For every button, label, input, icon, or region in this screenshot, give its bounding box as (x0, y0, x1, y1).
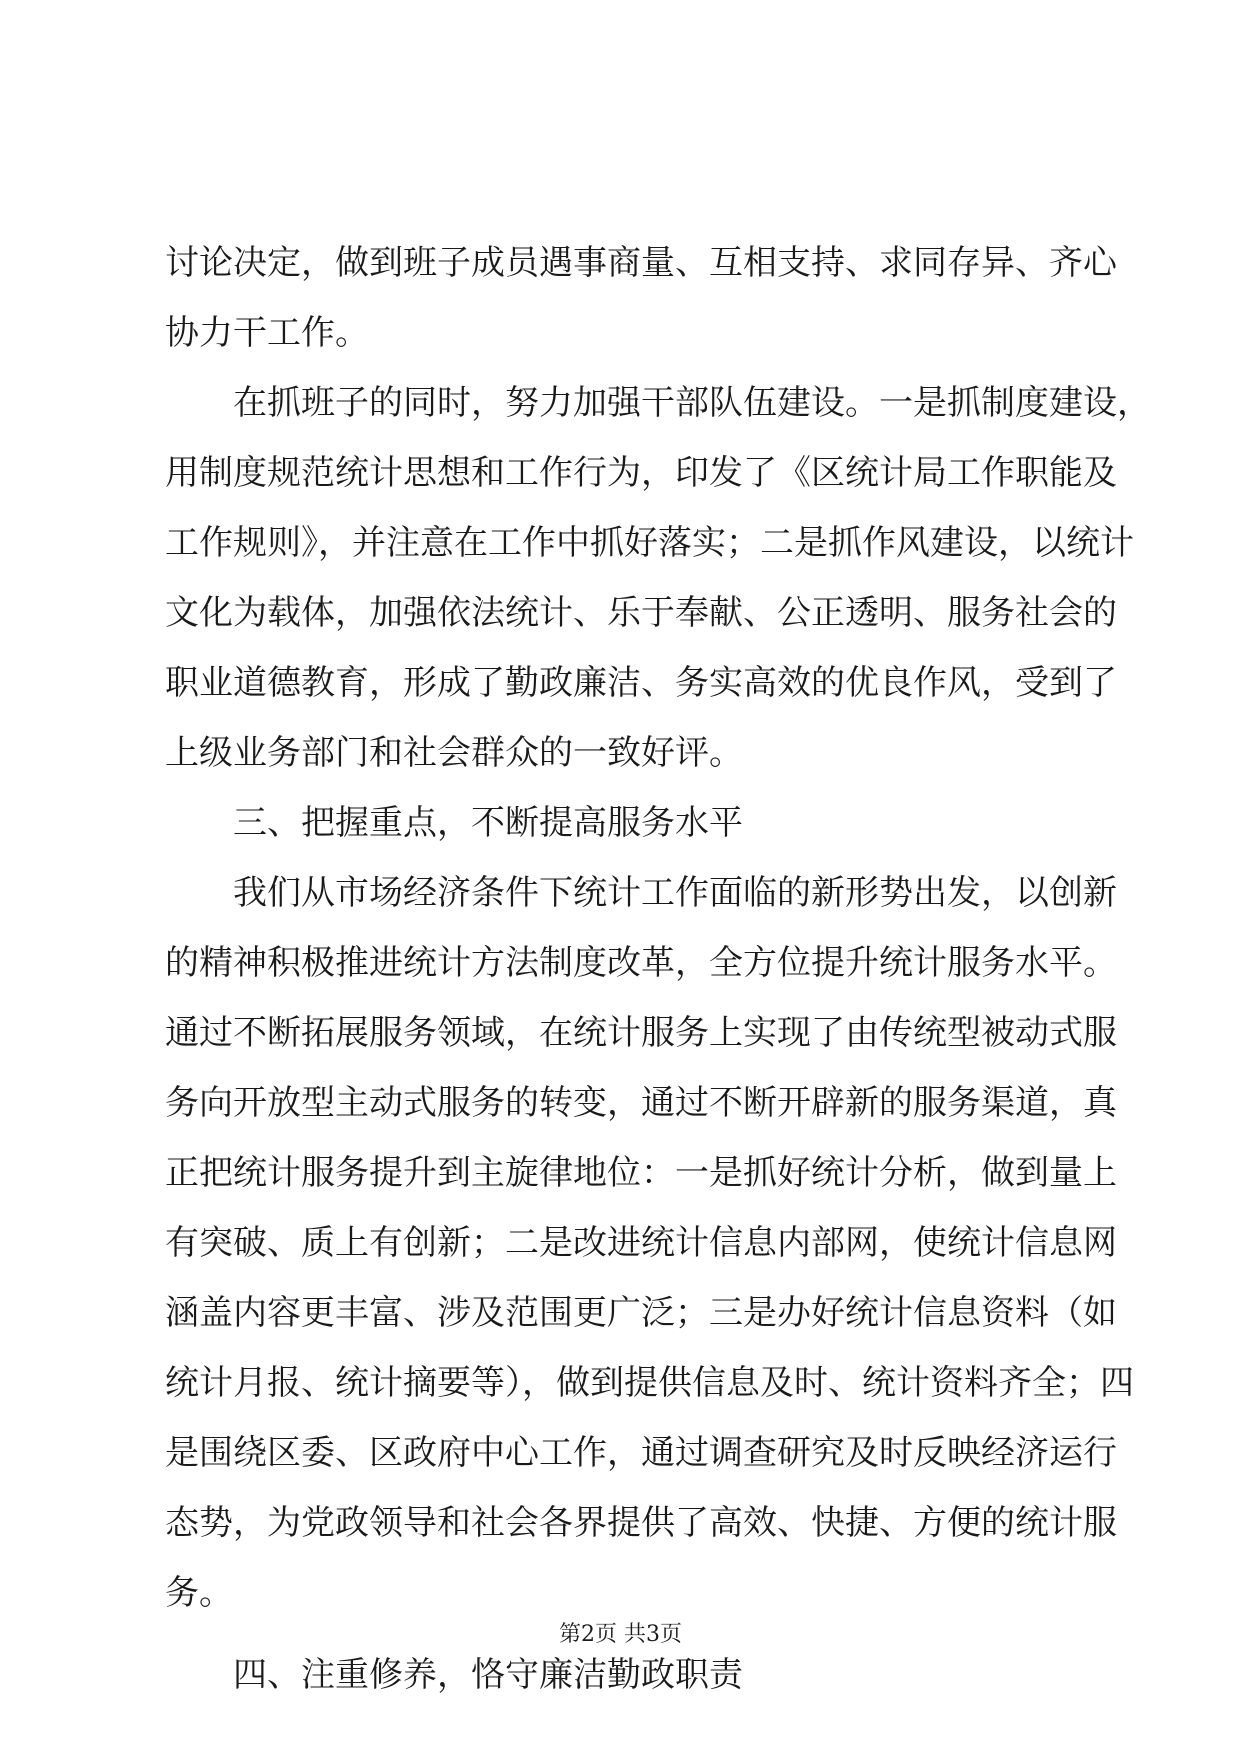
text-line: 在抓班子的同时，努力加强干部队伍建设。一是抓制度建设， (165, 383, 1151, 423)
text-line: 我们从市场经济条件下统计工作面临的新形势出发，以创新 (165, 873, 1117, 913)
text-line: 用制度规范统计思想和工作行为，印发了《区统计局工作职能及 (165, 453, 1117, 493)
text-line: 是围绕区委、区政府中心工作，通过调查研究及时反映经济运行 (165, 1433, 1117, 1473)
text-line: 上级业务部门和社会群众的一致好评。 (165, 733, 743, 773)
text-line: 统计月报、统计摘要等），做到提供信息及时、统计资料齐全；四 (165, 1363, 1134, 1403)
text-line: 职业道德教育，形成了勤政廉洁、务实高效的优良作风，受到了 (165, 663, 1117, 703)
text-line: 工作规则》，并注意在工作中抓好落实；二是抓作风建设，以统计 (165, 523, 1134, 563)
text-line: 通过不断拓展服务领域，在统计服务上实现了由传统型被动式服 (165, 1013, 1117, 1053)
text-line: 协力干工作。 (165, 313, 369, 353)
page-number: 第2页 共3页 (559, 1622, 682, 1647)
text-line: 正把统计服务提升到主旋律地位：一是抓好统计分析，做到量上 (165, 1153, 1117, 1193)
text-line: 有突破、质上有创新；二是改进统计信息内部网，使统计信息网 (165, 1223, 1117, 1263)
text-line: 讨论决定，做到班子成员遇事商量、互相支持、求同存异、齐心 (165, 243, 1117, 283)
text-line: 务。 (165, 1573, 233, 1613)
section-heading: 四、注重修养，恪守廉洁勤政职责 (165, 1655, 743, 1695)
text-line: 的精神积极推进统计方法制度改革，全方位提升统计服务水平。 (165, 943, 1117, 983)
document-body (165, 228, 1151, 1710)
text-line: 文化为载体，加强依法统计、乐于奉献、公正透明、服务社会的 (165, 593, 1117, 633)
text-line: 态势，为党政领导和社会各界提供了高效、快捷、方便的统计服 (165, 1503, 1117, 1543)
text-line: 务向开放型主动式服务的转变，通过不断开辟新的服务渠道，真 (165, 1083, 1117, 1123)
text-line: 涵盖内容更丰富、涉及范围更广泛；三是办好统计信息资料（如 (165, 1293, 1117, 1333)
section-heading: 三、把握重点，不断提高服务水平 (165, 803, 743, 843)
